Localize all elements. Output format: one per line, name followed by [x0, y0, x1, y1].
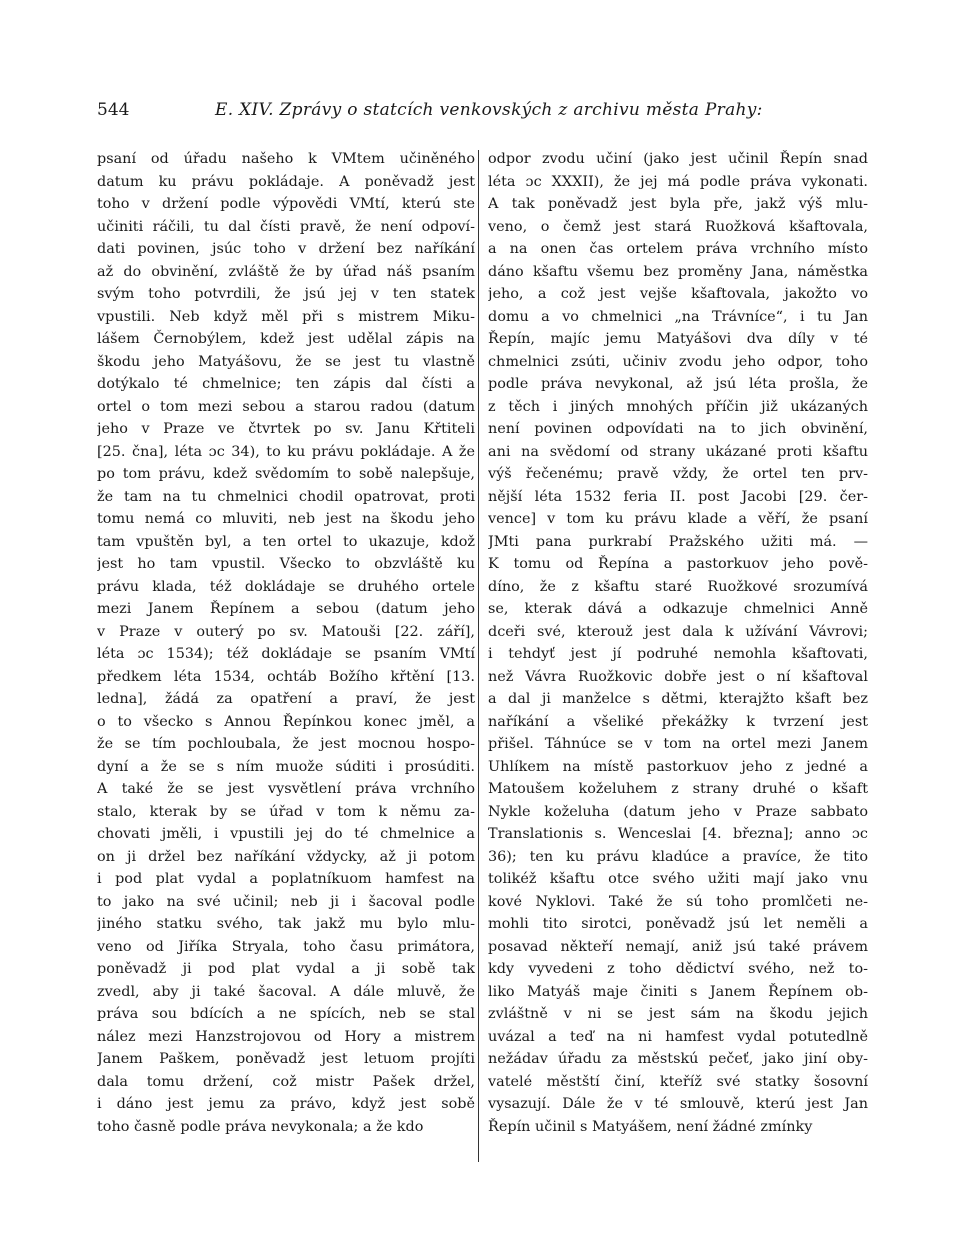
text-line: přišel. Táhnúce se v tom na ortel mezi Janem — [488, 736, 868, 752]
text-line: Matoušem koželuhem z strany druhé o kšaft — [488, 781, 868, 797]
text-line: vpustili. Neb když měl při s mistrem Miku- — [97, 308, 475, 325]
page-number: 544 — [97, 100, 130, 120]
text-line: Řepín učinil s Matyášem, není žádné zmínky — [488, 1118, 813, 1135]
text-line: díno, že z kšaftu staré Ruožkové srozumívá — [488, 578, 868, 595]
text-line: datum ku právu pokládaje. A poněvadž jest — [97, 173, 475, 190]
right-text-column — [488, 148, 868, 1138]
text-line: stalo, kterak by se úřad v tom k němu za- — [97, 803, 475, 820]
text-line: až do obvinění, zvláště že by úřad náš psaním — [97, 263, 475, 280]
text-line: není povinen odpovídati na to jich obvinění, — [488, 421, 868, 437]
text-line: že se tím pochloubala, že jest mocnou hospo- — [97, 736, 475, 752]
text-line: domu a vo chmelnici „na Trávníce“, i tu Jan — [488, 308, 868, 325]
text-line: dala tomu držení, což mistr Pašek držel, — [97, 1073, 475, 1090]
text-line: Translationis s. Wenceslai [4. března]; anno ɔc — [488, 826, 868, 842]
text-line: vatelé městští činí, kteříž své statky šosovní — [488, 1073, 868, 1090]
text-line: on ji držel bez naříkání vždycky, až ji potom — [97, 848, 475, 865]
text-line: naříkání a všeliké překážky k tvrzení jest — [488, 713, 868, 730]
text-line: dotýkalo té chmelnice; ten zápis dal čísti a — [97, 376, 475, 392]
text-line: psaní od úřadu našeho k VMtem učiněného — [97, 151, 475, 167]
text-line: učiniti ráčili, tu dal čísti pravě, že není odpoví- — [97, 218, 475, 235]
text-line: nález mezi Hanzstrojovou od Hory a mistrem — [97, 1028, 475, 1045]
text-line: tomu nemá co mluviti, neb jest na škodu jeho — [97, 511, 475, 527]
text-line: se, kterak dává a odkazuje chmelnici Anně — [488, 601, 868, 617]
text-line: vysazují. Dále že v té smlouvě, kterú jest Jan — [488, 1096, 868, 1112]
text-line: a dal ji manželce s dětmi, kterajžto kšaft bez — [488, 691, 868, 707]
text-line: v Praze v outerý po sv. Matouši [22. září], — [97, 623, 475, 640]
text-line: i dáno jest jemu za právo, když jest sobě — [97, 1096, 475, 1112]
text-line: po tom právu, kdež svědomím to sobě nalepšuje, — [97, 466, 475, 482]
text-line: právu klada, též dokládaje se druhého ortele — [97, 578, 475, 595]
text-line: práva sou bdících a ne spících, neb se stal — [97, 1006, 475, 1022]
text-line: ledna], žádá za opatření a praví, že jest — [97, 691, 475, 707]
text-line: chmelnici zsúti, učiniv zvodu jeho odpor, toho — [488, 353, 868, 370]
text-line: než Vávra Ruožkovic dobře jest o ní kšaftoval — [488, 668, 868, 685]
text-line: toho časně podle práva nevykonala; a že kdo — [97, 1118, 424, 1135]
text-line: JMti pana purkrabí Pražského užiti má. — — [488, 533, 868, 550]
text-line: [25. čna], léta ɔc 34), to ku právu pokládaje. A že — [97, 443, 475, 460]
text-line: mezi Janem Řepínem a sebou (datum jeho — [97, 601, 475, 617]
text-line: zvláštně v ni se jest sám na škodu jejich — [488, 1006, 868, 1022]
text-line: výš řečenému; pravě vždy, že ortel ten prv- — [488, 466, 868, 482]
text-line: nější léta 1532 feria II. post Jacobi [29. čer- — [488, 488, 868, 505]
text-line: poněvadž ji pod plat vydal a ji sobě tak — [97, 961, 475, 977]
text-line: škodu jeho Matyášovu, že se jest tu vlastně — [97, 353, 475, 370]
text-line: K tomu od Řepína a pastorkuov jeho pově- — [488, 556, 868, 572]
page-header — [97, 100, 867, 126]
text-line: toho v držení podle výpovědi VMtí, kterú ste — [97, 196, 475, 212]
column-divider — [478, 150, 479, 1162]
text-line: liko Matyáš maje činiti s Janem Řepínem ob- — [488, 983, 868, 1000]
text-line: ortel o tom mezi sebou a starou radou (datum — [97, 398, 475, 415]
text-line: i tehdyť jest jí podruhé nemohla kšaftovati, — [488, 646, 868, 662]
text-line: zvedl, aby ji také šacoval. A dále mluvě, že — [97, 983, 475, 1000]
text-line: ani na svědomí od strany ukázané proti kšaftu — [488, 443, 868, 460]
text-line: tam vpuštěn byl, a ten ortel to ukazuje, kdož — [97, 533, 475, 550]
text-line: jiného statku svého, tak jakž mu bylo mlu- — [97, 916, 475, 932]
text-line: jeho v Praze ve čtvrtek po sv. Janu Křtiteli — [97, 421, 475, 437]
text-line: posavad někteří nemají, aniž jsú také právem — [488, 938, 868, 955]
text-line: dati povinen, jsúc toho v držení bez naříkání — [97, 241, 475, 257]
text-line: to jako na své učinil; neb ji i šacoval podle — [97, 893, 475, 910]
text-line: nežádav úřadu za městskú pečeť, jako jiní oby- — [488, 1051, 868, 1067]
text-line: že tam na tu chmelnici chodil opatrovat, proti — [97, 488, 475, 505]
text-line: chovati jměli, i vpustili jej do té chmelnice a — [97, 826, 475, 842]
text-line: A tak poněvadž jest byla pře, jakž výš mlu- — [488, 196, 868, 212]
text-line: uvázal a teď na ni hamfest vydal potutedlně — [488, 1028, 868, 1045]
text-line: Nykle koželuha (datum jeho v Praze sabbato — [488, 803, 868, 820]
text-line: podle práva nevykonal, až jsú léta prošla, že — [488, 376, 868, 392]
text-line: veno od Jiříka Stryala, toho času primátora, — [97, 938, 475, 955]
running-title: E. XIV. Zprávy o statcích venkovských z archivu města Prahy: — [215, 100, 763, 120]
text-line: kdy vyvedeni z toho dědictví svého, než to- — [488, 961, 868, 977]
text-line: Uhlíkem na místě pastorkuov jeho z jedné a — [488, 758, 868, 775]
text-line: léta ɔc 1534); též dokládaje se psaním VMtí — [97, 646, 475, 662]
text-line: dceři své, kterouž jest dala k užívání Vávrovi; — [488, 623, 868, 640]
text-line: léta ɔc XXXII), že jej má podle práva vykonati. — [488, 173, 868, 190]
text-line: mohli tito sirotci, poněvadž jsú let neměli a — [488, 916, 868, 932]
text-line: tolikéž kšaftu otce svého užiti mají jako vnu — [488, 871, 868, 887]
text-line: dyní a že se s ním muože súditi i prosúditi. — [97, 758, 475, 775]
text-line: z těch i jiných mnohých příčin již ukázaných — [488, 398, 868, 415]
text-line: 36); ten ku právu kladúce a pravíce, že tito — [488, 848, 868, 865]
left-text-column — [97, 148, 475, 1138]
text-line: jeho, a což jest vejše kšaftovala, jakožto vo — [488, 286, 868, 302]
text-line: dáno kšaftu všemu bez proměny Jana, náměstka — [488, 263, 868, 280]
text-line: předkem léta 1534, ochtáb Božího křtění [13. — [97, 668, 475, 685]
text-line: odpor zvodu učiní (jako jest učinil Řepín snad — [488, 151, 868, 167]
text-line: svým toho potvrdili, že jsú jej v ten statek — [97, 286, 475, 302]
text-line: lášem Černobýlem, kdež jest udělal zápis na — [97, 331, 475, 347]
text-line: o to všecko s Annou Řepínkou konec jměl, a — [97, 713, 475, 730]
text-line: jest ho tam vpustil. Všecko to obzvláště ku — [97, 556, 475, 572]
text-line: kové Nyklovi. Také že sú toho promlčeti ne- — [488, 893, 868, 910]
text-line: a na onen čas ortelem práva vrchního místo — [488, 241, 868, 257]
text-line: Řepín, majíc jemu Matyášovi dva díly v té — [488, 331, 868, 347]
text-line: veno, o čemž jest stará Ruožková kšaftovala, — [488, 218, 868, 235]
text-line: Janem Paškem, poněvadž jest letuom projíti — [97, 1051, 475, 1067]
text-line: vence] v tom ku právu klade a věří, že psaní — [488, 511, 868, 527]
text-line: A také že se jest vysvětlení práva vrchního — [97, 781, 475, 797]
text-line: i pod plat vydal a poplatníkuom hamfest na — [97, 871, 475, 887]
